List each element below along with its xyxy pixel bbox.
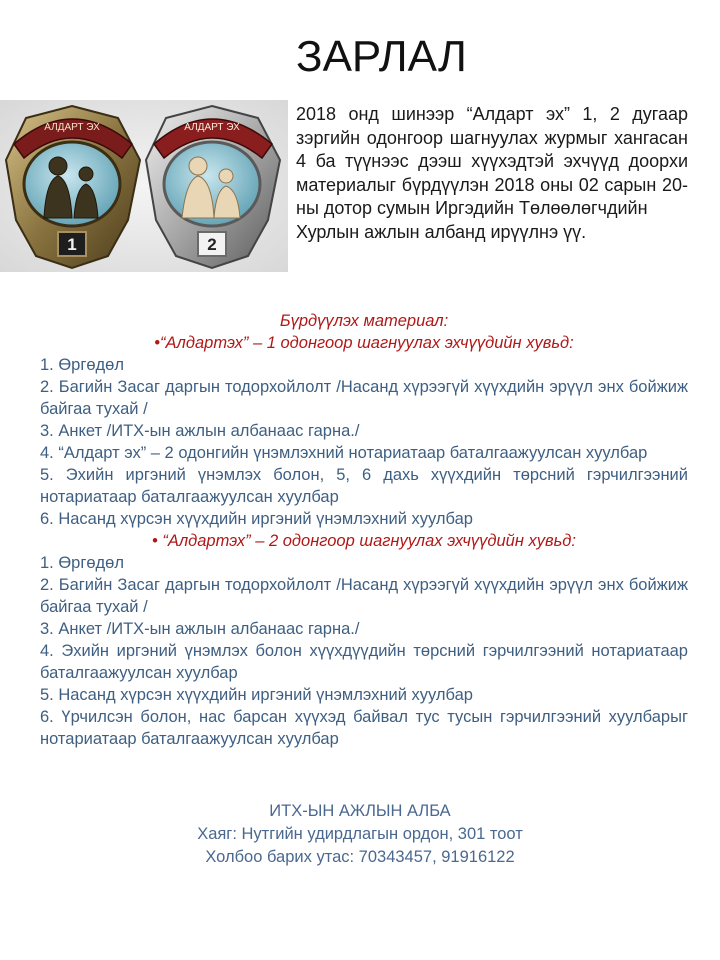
medal-2-caption: АЛДАРТ ЭХ	[184, 122, 240, 133]
list-item: 6. Үрчилсэн болон, нас барсан хүүхэд байвал тус тусын гэрчилгээний хуулбарыг нотариатаар баталгаажуулсан хуулбар	[40, 708, 688, 748]
page-title: ЗАРЛАЛ	[296, 32, 467, 81]
list-item: 1. Өргөдөл	[40, 554, 124, 572]
intro-text: 2018 онд шинээр “Алдарт эх” 1, 2 дугаар зэргийн одонгоор шагнуулах журмыг хангасан 4 ба түүнээс дээш хүүхэдтэй эхчүүд доорхи материалыг бүрдүүлэн 2018 оны 02 сарын 20-ны дотор сумын Иргэдийн Төлөөлөгчдийн	[296, 104, 688, 218]
list-item: 5. Эхийн иргэний үнэмлэх болон, 5, 6 дахь хүүхдийн төрсний гэрчилгээний нотариатаар баталгаажуулсан хуулбар	[40, 466, 688, 506]
address-line: Хаяг: Нутгийн удирдлагын ордон, 301 тоот	[197, 825, 523, 843]
list-item: 1. Өргөдөл	[40, 356, 124, 374]
list-item: 2. Багийн Засаг даргын тодорхойлолт /Насанд хүрээгүй хүүхдийн эрүүл энх бойжиж байгаа тухай /	[40, 378, 688, 418]
list-item: 4. “Алдарт эх” – 2 одонгийн үнэмлэхний нотариатаар баталгаажуулсан хуулбар	[40, 444, 648, 462]
medal-1-caption: АЛДАРТ ЭХ	[44, 122, 100, 133]
section-1-heading: •“Алдартэх” – 1 одонгоор шагнуулах эхчүүдийн хувьд:	[154, 334, 574, 352]
list-item: 4. Эхийн иргэний үнэмлэх болон хүүхдүүдийн төрсний гэрчилгээний нотариатаар баталгаажуулсан хуулбар	[40, 642, 688, 682]
list-item: 6. Насанд хүрсэн хүүхдийн иргэний үнэмлэхний хуулбар	[40, 510, 473, 528]
phone-line: Холбоо барих утас: 70343457, 91916122	[205, 848, 515, 866]
intro-paragraph	[296, 103, 688, 244]
list-item: 2. Багийн Засаг даргын тодорхойлолт /Насанд хүрээгүй хүүхдийн эрүүл энх бойжиж байгаа тухай /	[40, 576, 688, 616]
list-item: 3. Анкет /ИТХ-ын ажлын албанаас гарна./	[40, 422, 360, 440]
materials-section	[40, 310, 688, 750]
medals-image	[0, 100, 288, 272]
list-item: 5. Насанд хүрсэн хүүхдийн иргэний үнэмлэхний хуулбар	[40, 686, 473, 704]
materials-heading: Бүрдүүлэх материал:	[279, 312, 449, 330]
section-2-heading: • “Алдартэх” – 2 одонгоор шагнуулах эхчүүдийн хувьд:	[151, 532, 577, 550]
contact-footer	[0, 800, 720, 869]
medal-1-number: 1	[67, 235, 77, 254]
intro-last-line: Хурлын ажлын албанд ирүүлнэ үү.	[296, 221, 587, 242]
medal-2-number: 2	[207, 235, 217, 254]
organization-name: ИТХ-ЫН АЖЛЫН АЛБА	[269, 802, 451, 820]
list-item: 3. Анкет /ИТХ-ын ажлын албанаас гарна./	[40, 620, 360, 638]
